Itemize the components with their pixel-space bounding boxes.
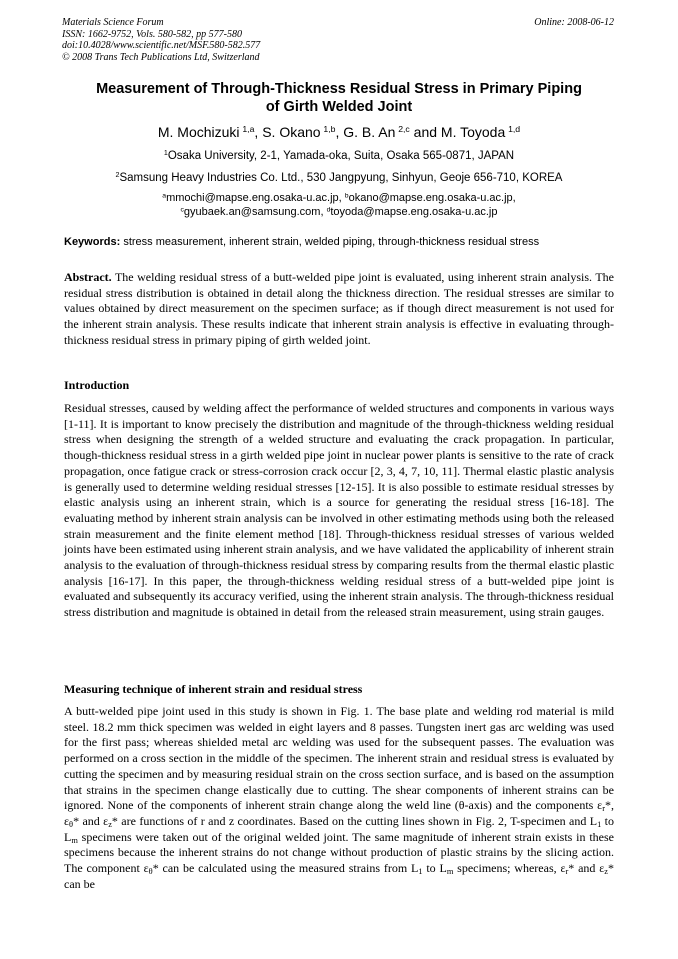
author-name: M. Toyoda xyxy=(440,124,506,140)
author-sup: 2,c xyxy=(398,124,410,135)
paper-title xyxy=(64,80,614,116)
email-list xyxy=(64,192,614,219)
title-line-1: Measurement of Through-Thickness Residual Stress in Primary Piping xyxy=(96,81,582,97)
affiliation-2 xyxy=(64,171,614,185)
intro-paragraph: Residual stresses, caused by welding affect the performance of welded structures and components in various ways [1-11]. It is important to know precisely the distribution and magnitude of the through-thickness welding residual stress when designing the strength of a welded structure and evaluating the crack propagation. In particular, though-thickness residual stress in a girth welded pipe joint in nuclear power plants is sensitive to the rate of crack propagation, once fatigue crack or stress-corrosion crack occur [2, 3, 4, 7, 10, 11]. Thermal elastic plastic analysis is generally used to determine welding residual stresses [12-15]. It is also possible to estimate residual stresses by elastic analysis using an inherent strain, which is a source for generating the residual stress [16-18]. The evaluating method by inherent strain analysis can be involved in other estimating methods using both the released strain measurement and the finite element method [18]. Through-thickness residual stresses of various welded joints have been estimated using inherent strain analysis, and we have validated the applicability of inherent strain analysis to the evaluation of through-thickness residual stress by comparing results from the thermal elastic plastic analysis [16-17]. In this paper, the through-thickness welding residual stress of a butt-welded pipe joint is evaluated and subsequently its accuracy verified, using the inherent strain analysis. The through-thickness residual stress distribution and magnitude is obtained in detail from the released strain measurement, using strain gauges. xyxy=(64,401,614,620)
author-name: G. B. An xyxy=(343,124,396,140)
keywords-label: Keywords: xyxy=(64,236,121,248)
email-c[interactable]: gyubaek.an@samsung.com xyxy=(183,205,321,218)
issn-line: ISSN: 1662-9752, Vols. 580-582, pp 577-580 xyxy=(62,28,242,40)
keywords xyxy=(64,235,614,249)
abstract-label: Abstract. xyxy=(64,270,112,284)
abstract-text: The welding residual stress of a butt-welded pipe joint is evaluated, using inherent strain analysis. The residual stress distribution is obtained in detail along the thickness direction. The residual stresses are similar to values obtained by direct measurement on the specimen surface; as if though direct measurement is not used for the inherent strain analysis. These results indicate that inherent strain analysis is effective in evaluating through-thickness residual stress in primary piping of girth welded joint. xyxy=(64,270,614,347)
author-name: S. Okano xyxy=(262,124,321,140)
journal-name: Materials Science Forum xyxy=(62,17,164,28)
author-sep: , xyxy=(254,124,263,140)
email-a[interactable]: mmochi@mapse.eng.osaka-u.ac.jp xyxy=(166,192,339,204)
author-list xyxy=(64,123,614,141)
affiliation-text: Samsung Heavy Industries Co. Ltd., 530 Jangpyung, Sinhyun, Geoje 656-710, KOREA xyxy=(119,172,563,184)
email-b[interactable]: okano@mapse.eng.osaka-u.ac.jp xyxy=(348,192,513,204)
title-line-2: of Girth Welded Joint xyxy=(265,99,413,115)
journal-meta xyxy=(62,17,260,63)
email-d[interactable]: toyoda@mapse.eng.osaka-u.ac.jp xyxy=(330,205,498,218)
author-sup: 1,b xyxy=(323,124,336,135)
abstract xyxy=(64,270,614,349)
affiliation-sup: 2 xyxy=(115,171,120,180)
measuring-heading: Measuring technique of inherent strain and residual stress xyxy=(64,682,363,696)
email-line-1: $^a$mmochi@mapse.eng.osaka-u.ac.jp, $^b$okano@mapse.eng.osaka-u.ac.jp, xyxy=(162,192,516,204)
copyright-line: © 2008 Trans Tech Publications Ltd, Switzerland xyxy=(62,51,260,63)
author-sep: , xyxy=(335,124,344,140)
online-date: Online: 2008-06-12 xyxy=(534,17,614,28)
author-name: M. Mochizuki xyxy=(157,124,240,140)
doi-line: doi:10.4028/www.scientific.net/MSF.580-582.577 xyxy=(62,40,261,51)
author-sup: 1,d xyxy=(508,124,521,135)
author-sep: and xyxy=(409,124,441,140)
affiliation-sup: 1 xyxy=(163,149,168,158)
affiliation-1 xyxy=(64,149,614,163)
affiliation-text: Osaka University, 2-1, Yamada-oka, Suita, Osaka 565-0871, JAPAN xyxy=(167,150,515,162)
author-sup: 1,a xyxy=(242,124,255,135)
intro-heading: Introduction xyxy=(64,378,130,392)
email-line-2: $^c$gyubaek.an@samsung.com, $^d$toyoda@mapse.eng.osaka-u.ac.jp xyxy=(180,205,498,218)
keywords-text: stress measurement, inherent strain, welded piping, through-thickness residual stress xyxy=(123,236,540,248)
measuring-paragraph: A butt-welded pipe joint used in this study is shown in Fig. 1. The base plate and welding rod material is mild steel. 18.2 mm thick specimen was welded in eight layers and 8 passes. Tungsten inert gas arc welding was used for the first pass; whereas shielded metal arc welding was used for the subsequent passes. The evaluation was performed on a cross section in the middle of the specimen. The inherent strain and residual stress is evaluated by cutting the specimen and by measuring residual strain on the cross section surface, and is based on the assumption that strains in the specimen change elastically due to cutting. The shear components of inherent strains can be ignored. None of the components of inherent strain change along the weld line (θ-axis) and the components $\varepsilon_r*$, $\varepsilon_\theta*$ and $\varepsilon_z*$ are functions of r and z coordinates. Based on the cutting lines shown in Fig. 2, T-specimen and $L_1$ to $L_m$ specimens were taken out of the original welded joint. The same magnitude of inherent strain exists in these specimens because the inherent strains do not change without production of plastic strains by the slicing action. The component $\varepsilon_\theta*$ can be calculated using the measured strains from $L_1$ to $L_m$ specimens; whereas, $\varepsilon_r*$ and $\varepsilon_z*$ can be xyxy=(64,704,615,891)
